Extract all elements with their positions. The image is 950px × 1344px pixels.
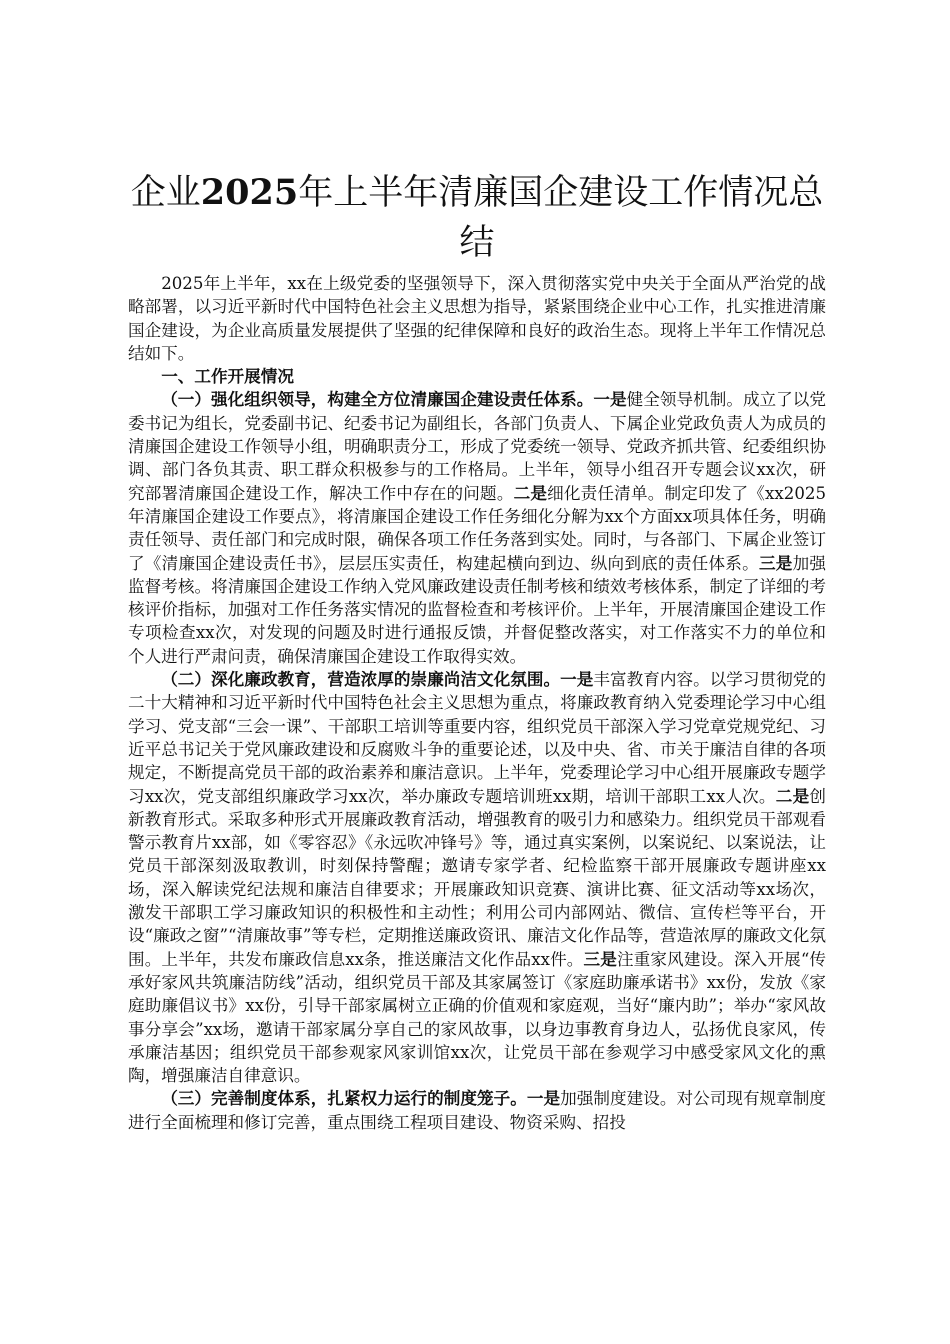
part-2-text-3: 注重家风建设。深入开展“传承好家风共筑廉洁防线”活动，组织党员干部及其家属签订《家庭助廉承诺书》xx份，发放《家庭助廉倡议书》xx份，引导干部家属树立正确的价值观和家庭观，当好“廉内助”；举办“家风故事分享会”xx场，邀请干部家属分享自己的家风故事，以身边事教育身边人，弘扬优良家风，传承廉洁基因；组织党员干部参观家风家训馆xx次，让党员干部在参观学习中感受家风文化的熏陶，增强廉洁自律意识。 [128, 949, 827, 1086]
part-2-text-1: 丰富教育内容。以学习贯彻党的二十大精神和习近平新时代中国特色社会主义思想为重点，将廉政教育纳入党委理论学习中心组学习、党支部“三会一课”、干部职工培训等重要内容，组织党员干部深入学习党章党规党纪、习近平总书记关于党风廉政建设和反腐败斗争的重要论述，以及中央、省、市关于廉洁自律的各项规定，不断提高党员干部的政治素养和廉洁意识。上半年，党委理论学习中心组开展廉政专题学习xx次，党支部组织廉政学习xx次，举办廉政专题培训班xx期，培训干部职工xx人次。 [128, 670, 827, 806]
document-body [128, 272, 826, 1134]
part-2-lead: （二）深化廉政教育，营造浓厚的崇廉尚洁文化氛围。 [161, 669, 561, 690]
part-1-text-3: 加强监督考核。将清廉国企建设工作纳入党风廉政建设责任制考核和绩效考核体系，制定了详细的考核评价指标，加强对工作任务落实情况的监督检查和考核评价。上半年，开展清廉国企建设工作专项检查xx次，对发现的问题及时进行通报反馈，并督促整改落实，对工作落实不力的单位和个人进行严肃问责，确保清廉国企建设工作取得实效。 [128, 553, 827, 666]
part-1-marker-3: 三是 [758, 552, 793, 573]
title-rest: 年上半年清廉国企建设工作情况总结 [298, 173, 824, 263]
part-2-marker-1: 一是 [560, 669, 594, 690]
intro-paragraph: 2025年上半年，xx在上级党委的坚强领导下，深入贯彻落实党中央关于全面从严治党的战略部署，以习近平新时代中国特色社会主义思想为指导，紧紧围绕企业中心工作，扎实推进清廉国企建设，为企业高质量发展提供了坚强的纪律保障和良好的政治生态。现将上半年工作情况总结如下。 [128, 274, 826, 363]
title-prefix: 企业 [130, 173, 201, 213]
part-2-marker-3: 三是 [583, 948, 617, 969]
part-1-lead: （一）强化组织领导，构建全方位清廉国企建设责任体系。 [161, 389, 594, 410]
document-title [128, 168, 826, 268]
part-2-text-2: 创新教育形式。采取多种形式开展廉政教育活动，增强教育的吸引力和感染力。组织党员干部观看警示教育片xx部，如《零容忍》《永远吹冲锋号》等，通过真实案例，以案说纪、以案说法，让党员干部深刻汲取教训，时刻保持警醒；邀请专家学者、纪检监察干部开展廉政专题讲座xx场，深入解读党纪法规和廉洁自律要求；开展廉政知识竞赛、演讲比赛、征文活动等xx场次，激发干部职工学习廉政知识的积极性和主动性；利用公司内部网站、微信、宣传栏等平台，开设“廉政之窗”“清廉故事”等专栏，定期推送廉政资讯、廉洁文化作品等，营造浓厚的廉政文化氛围。上半年，共发布廉政信息xx条，推送廉洁文化作品xx件。 [128, 786, 826, 969]
part-1-text-1: 健全领导机制。成立了以党委书记为组长，党委副书记、纪委书记为副组长，各部门负责人、下属企业党政负责人为成员的清廉国企建设工作领导小组，明确职责分工，形成了党委统一领导、党政齐抓共管、纪委组织协调、部门各负其责、职工群众积极参与的工作格局。上半年，领导小组召开专题会议xx次，研究部署清廉国企建设工作，解决工作中存在的问题。 [128, 390, 827, 503]
title-year: 2025 [200, 172, 299, 213]
part-2-marker-2: 二是 [775, 785, 810, 806]
part-1-text-2: 细化责任清单。制定印发了《xx2025年清廉国企建设工作要点》，将清廉国企建设工作任务细化分解为xx个方面xx项具体任务，明确责任领导、责任部门和完成时限，确保各项工作任务落到实处。同时，与各部门、下属企业签订了《清廉国企建设责任书》，层层压实责任，构建起横向到边、纵向到底的责任体系。 [128, 483, 827, 573]
document-page [128, 0, 826, 1134]
paragraph-part-2 [128, 668, 826, 1087]
paragraph-part-3 [128, 1087, 826, 1134]
paragraph-part-1 [128, 388, 826, 668]
part-3-text-1: 加强制度建设。对公司现有规章制度进行全面梳理和修订完善，重点围绕工程项目建设、物资采购、招投 [128, 1089, 827, 1132]
part-3-lead: （三）完善制度体系，扎紧权力运行的制度笼子。 [161, 1088, 527, 1109]
part-3-marker-1: 一是 [526, 1088, 561, 1109]
part-1-marker-2: 二是 [513, 482, 548, 503]
part-1-marker-1: 一是 [593, 389, 627, 410]
section-heading-1: 一、工作开展情况 [161, 366, 294, 387]
